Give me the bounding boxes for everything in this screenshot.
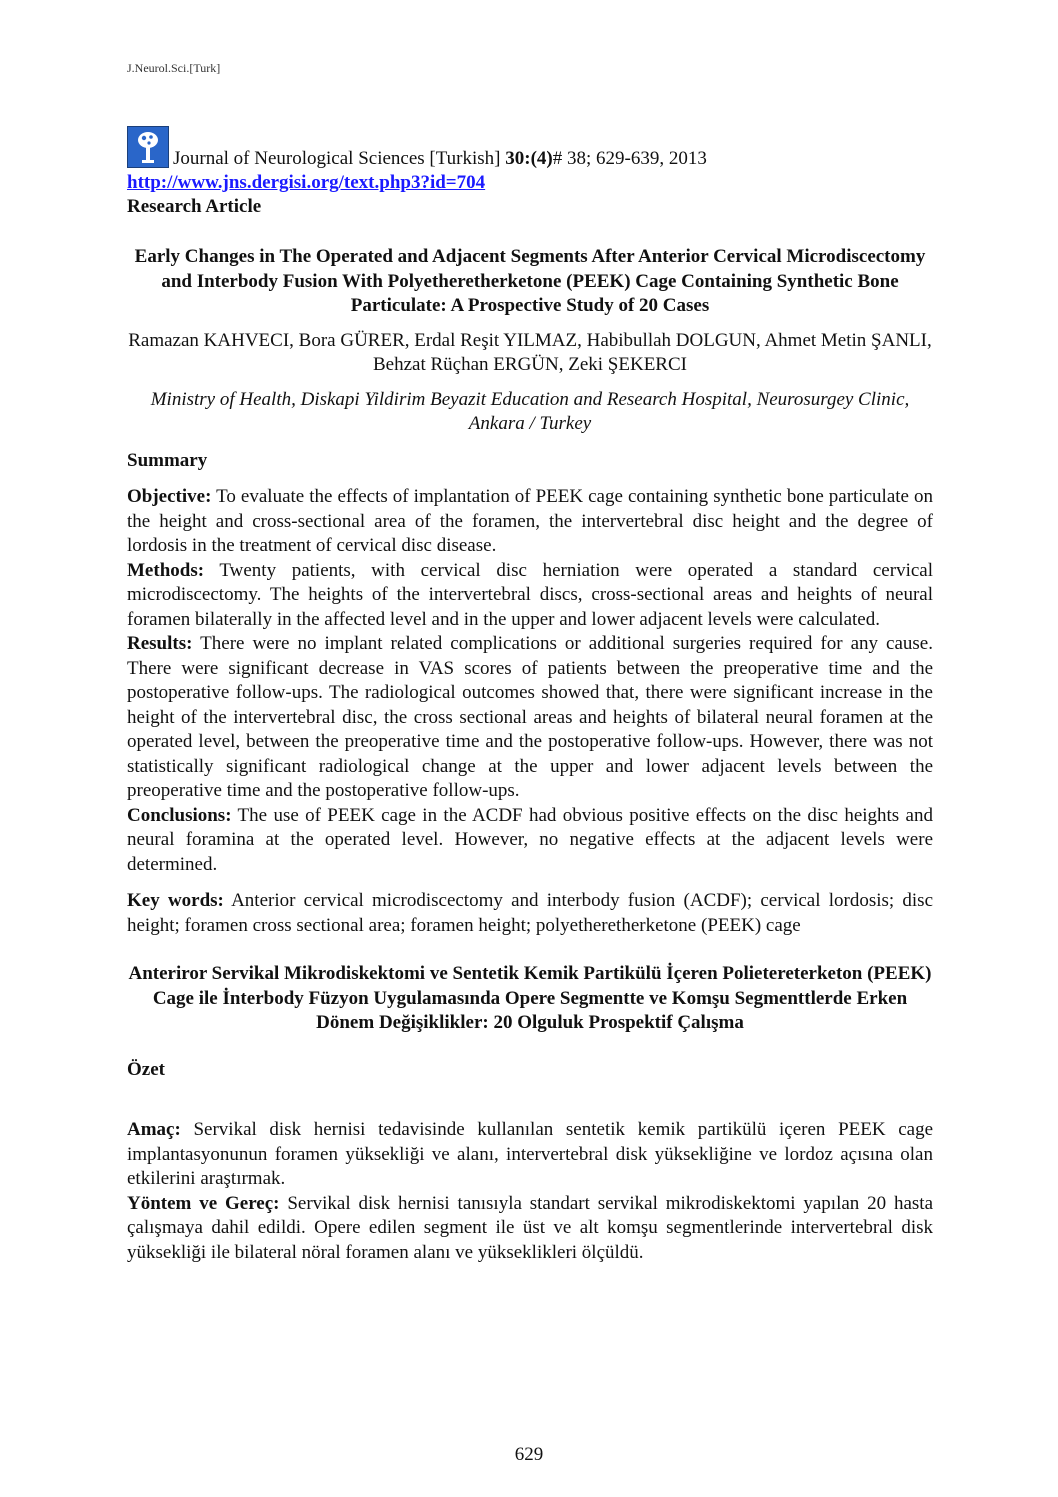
article-url-link[interactable]: http://www.jns.dergisi.org/text.php3?id=704: [127, 172, 486, 193]
journal-header: [127, 126, 947, 219]
article-title: Early Changes in The Operated and Adjacent Segments After Anterior Cervical Microdiscectomy and Interbody Fusion With Polyetheretherketone (PEEK) Cage Containing Synthetic Bone Particulate: A Prospective Study of 20 Cases: [134, 246, 926, 316]
keywords-text: Anterior cervical microdiscectomy and interbody fusion (ACDF); cervical lordosis; disc height; foramen cross sectional area; foramen height; polyetheretherketone (PEEK) cage: [127, 890, 934, 936]
yontem-paragraph: [127, 1192, 933, 1266]
amac-paragraph: [127, 1118, 933, 1192]
amac-text: Servikal disk hernisi tedavisinde kullanılan sentetik kemik partikülü içeren PEEK cage implantasyonunun foramen yüksekliği ve alanı, intervertebral disk yüksekliğine ve lordoz açısına olan etkilerini araştırmak.: [127, 1119, 934, 1189]
article-type: Research Article: [127, 196, 262, 217]
objective-paragraph: [127, 485, 933, 559]
results-paragraph: [127, 632, 933, 804]
objective-label: Objective:: [127, 486, 212, 507]
ozet-heading: Özet: [127, 1058, 165, 1080]
conclusions-paragraph: [127, 804, 933, 878]
amac-label: Amaç:: [127, 1119, 181, 1140]
conclusions-text: The use of PEEK cage in the ACDF had obvious positive effects on the disc heights and neural foramina at the operated level. However, no negative effects at the adjacent levels were determined.: [127, 804, 933, 875]
conclusions-label: Conclusions:: [127, 804, 232, 826]
author-list: Ramazan KAHVECI, Bora GÜRER, Erdal Reşit YILMAZ, Habibullah DOLGUN, Ahmet Metin ŞANLI, Behzat Rüçhan ERGÜN, Zeki ŞEKERCI: [128, 329, 932, 375]
journal-details: # 38; 629-639, 2013: [552, 148, 707, 169]
turkish-title: Anteriror Servikal Mikrodiskektomi ve Sentetik Kemik Partikülü İçeren Polietereterketon (PEEK) Cage ile İnterbody Füzyon Uygulamasında Opere Segmentte ve Komşu Segmenttlerde Erken Dönem Değişiklikler: 20 Olguluk Prospektif Çalışma: [128, 963, 932, 1033]
objective-text: To evaluate the effects of implantation of PEEK cage containing synthetic bone particulate on the height and cross-sectional area of the foramen, the intervertebral disc height and the degree of lordosis in the treatment of cervical disc disease.: [127, 486, 933, 556]
journal-name: Journal of Neurological Sciences [Turkish]: [173, 148, 501, 169]
methods-label: Methods:: [127, 559, 205, 581]
summary-heading: Summary: [127, 449, 208, 471]
yontem-text: Servikal disk hernisi tanısıyla standart servikal mikrodiskektomi yapılan 20 hasta çalışmaya dahil edildi. Opere edilen segment ile üst ve alt komşu segmentlerinde intervertebral disk yüksekliği ile bilateral nöral foramen alanı ve yükseklikleri ölçüldü.: [127, 1192, 933, 1263]
affiliation: Ministry of Health, Diskapi Yildirim Beyazit Education and Research Hospital, Neurosurgey Clinic, Ankara / Turkey: [150, 388, 910, 434]
methods-paragraph: [127, 559, 933, 633]
journal-volume-issue: 30:(4): [505, 148, 553, 169]
methods-text: Twenty patients, with cervical disc herniation were operated a standard cervical microdiscectomy. The heights of the intervertebral discs, cross-sectional areas and heights of neural foramen bilaterally in the affected level and in the upper and lower adjacent levels were calculated.: [127, 559, 933, 630]
keywords-label: Key words:: [127, 890, 224, 911]
journal-logo-icon: [127, 126, 169, 168]
yontem-label: Yöntem ve Gereç:: [127, 1192, 280, 1214]
journal-line: [127, 126, 947, 171]
page-number: 629: [514, 1444, 544, 1465]
running-head: J.Neurol.Sci.[Turk]: [127, 61, 221, 75]
article-body: [127, 245, 933, 1265]
keywords-paragraph: [127, 889, 933, 938]
results-label: Results:: [127, 633, 193, 654]
results-text: There were no implant related complications or additional surgeries required for any cause. There were significant decrease in VAS scores of patients between the preoperative time and the postoperative follow-ups. The radiological outcomes showed that, there were significant increase in the height of the intervertebral disc, the cross sectional areas and heights of bilateral neural foramen at the operated level, between the preoperative time and the postoperative follow-ups. However, there was not statistically significant radiological change at the upper and lower adjacent levels between the preoperative time and the postoperative follow-ups.: [127, 633, 933, 801]
